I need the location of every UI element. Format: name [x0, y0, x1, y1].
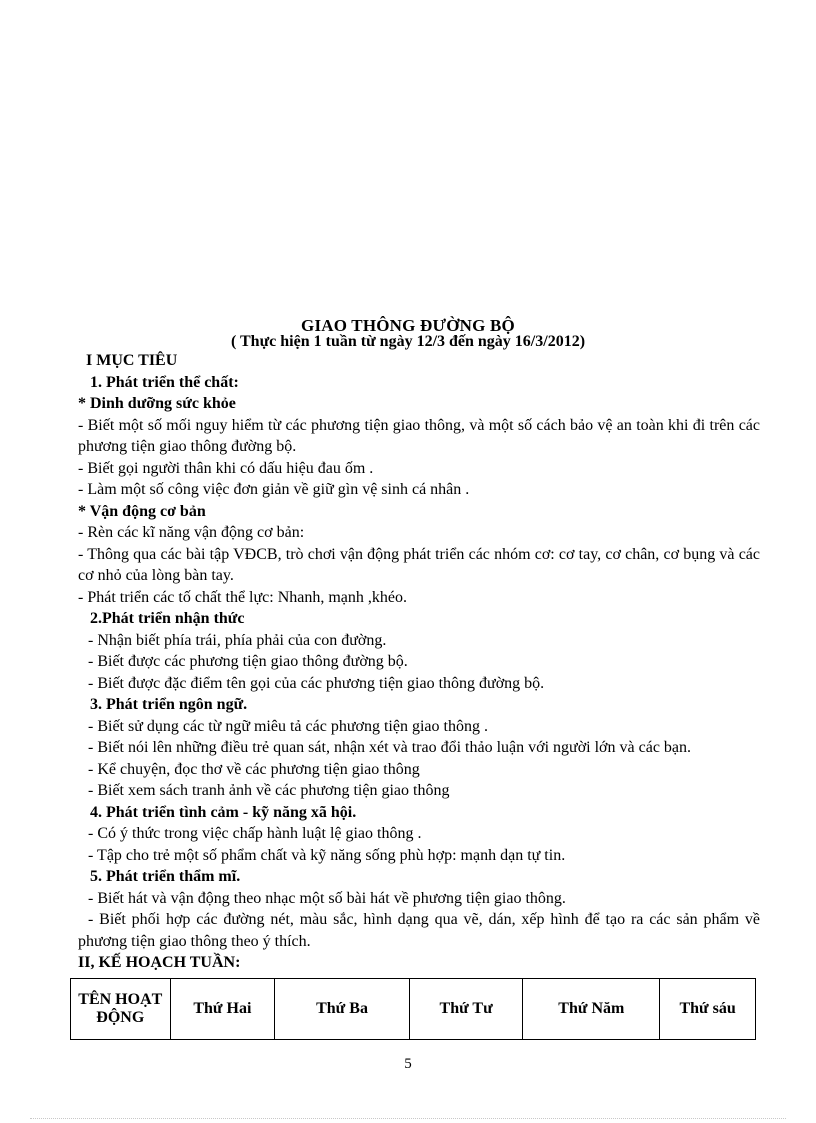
- section-heading-weekly-plan: II, KẾ HOẠCH TUẦN:: [78, 954, 241, 971]
- list-item: - Thông qua các bài tập VĐCB, trò chơi vận động phát triển các nhóm cơ: cơ tay, cơ chân, cơ bụng và các cơ nhỏ của lòng bàn tay.: [78, 545, 760, 584]
- list-item: - Rèn các kĩ năng vận động cơ bản:: [78, 524, 305, 541]
- table-header-cell: Thứ Tư: [409, 979, 522, 1040]
- document-body: [78, 350, 760, 974]
- section-heading-objectives: I MỤC TIÊU: [86, 352, 178, 369]
- table-header-row: [71, 979, 756, 1040]
- table-header-cell: Thứ Hai: [170, 979, 275, 1040]
- list-item: - Biết một số mối nguy hiểm từ các phương tiện giao thông, và một số cách bảo vệ an toàn khi đi trên các phương tiện giao thông đường bộ.: [78, 416, 760, 455]
- subsection-heading-language: 3. Phát triển ngôn ngữ.: [90, 696, 248, 713]
- document-subtitle: ( Thực hiện 1 tuần từ ngày 12/3 đến ngày 16/3/2012): [230, 333, 586, 350]
- table-header-cell: TÊN HOẠT ĐỘNG: [71, 979, 171, 1040]
- page-number: 5: [404, 1056, 412, 1072]
- list-item: - Kể chuyện, đọc thơ về các phương tiện giao thông: [88, 760, 420, 778]
- subsection-heading-social: 4. Phát triển tình cảm - kỹ năng xã hội.: [90, 803, 357, 821]
- weekly-plan-table: [70, 978, 756, 1040]
- list-item: - Biết được các phương tiện giao thông đường bộ.: [88, 653, 408, 670]
- list-item: - Biết hát và vận động theo nhạc một số bài hát về phương tiện giao thông.: [88, 889, 566, 907]
- list-item: - Tập cho trẻ một số phẩm chất và kỹ năng sống phù hợp: mạnh dạn tự tin.: [88, 846, 566, 864]
- list-item: - Nhận biết phía trái, phía phải của con đường.: [88, 631, 387, 649]
- list-item: - Làm một số công việc đơn giản về giữ gìn vệ sinh cá nhân .: [78, 481, 470, 498]
- subsection-heading-aesthetic: 5. Phát triển thẩm mĩ.: [90, 868, 241, 885]
- subsection-heading-physical: 1. Phát triển thể chất:: [90, 373, 239, 391]
- list-item: - Có ý thức trong việc chấp hành luật lệ giao thông .: [88, 825, 422, 842]
- list-item: - Biết nói lên những điều trẻ quan sát, nhận xét và trao đổi thảo luận với người lớn và các bạn.: [88, 739, 692, 756]
- list-item: - Biết sử dụng các từ ngữ miêu tả các phương tiện giao thông .: [88, 717, 488, 735]
- page-footer-divider: [30, 1118, 786, 1119]
- list-item: - Biết phối hợp các đường nét, màu sắc, hình dạng qua vẽ, dán, xếp hình để tạo ra các sản phẩm về phương tiện giao thông theo ý thích.: [78, 911, 760, 950]
- table-header-cell: Thứ Năm: [523, 979, 660, 1040]
- table-header-cell: Thứ sáu: [660, 979, 756, 1040]
- document-title: GIAO THÔNG ĐƯỜNG BỘ: [301, 316, 515, 335]
- table-header-cell: Thứ Ba: [275, 979, 410, 1040]
- subsection-heading-cognitive: 2.Phát triển nhận thức: [90, 610, 245, 627]
- list-item: - Biết gọi người thân khi có dấu hiệu đau ốm .: [78, 459, 374, 477]
- group-heading-motor: * Vận động cơ bản: [78, 502, 206, 520]
- list-item: - Biết xem sách tranh ảnh về các phương tiện giao thông: [88, 782, 450, 799]
- list-item: - Phát triển các tố chất thể lực: Nhanh, mạnh ,khéo.: [78, 588, 408, 606]
- group-heading-nutrition: * Dinh dưỡng sức khỏe: [78, 395, 236, 412]
- list-item: - Biết được đặc điểm tên gọi của các phương tiện giao thông đường bộ.: [88, 674, 545, 692]
